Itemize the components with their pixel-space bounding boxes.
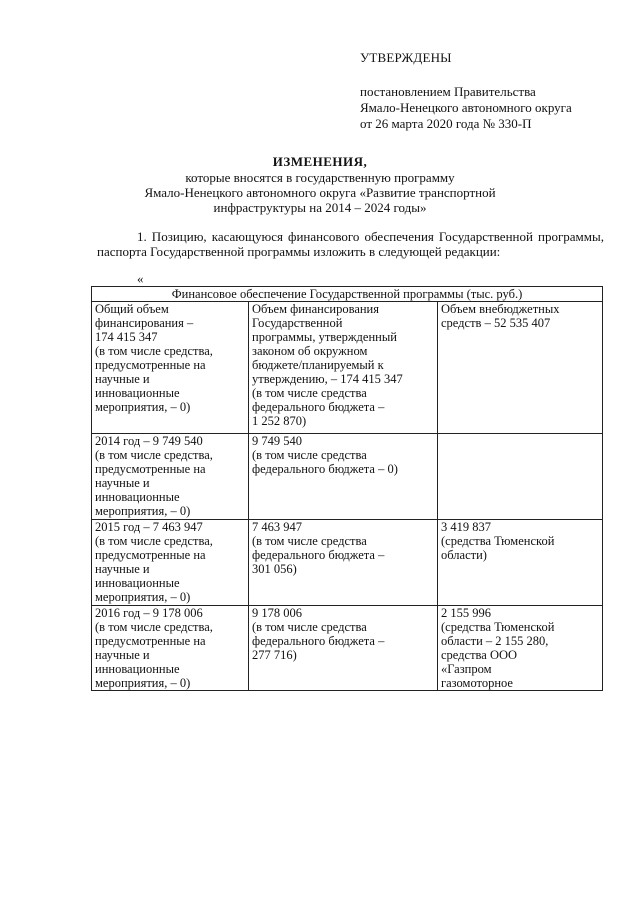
cell-text-line: (в том числе средства, — [95, 448, 213, 462]
extrabudgetary-funding-cell — [438, 302, 603, 434]
cell-text-line: Объем внебюджетных — [441, 302, 560, 316]
document-heading — [0, 154, 640, 215]
cell-text-line: 7 463 947 — [252, 520, 302, 534]
cell-text-line: (средства Тюменской — [441, 620, 555, 634]
cell-text-line: (в том числе средства — [252, 534, 367, 548]
cell-text-line: (средства Тюменской — [441, 534, 555, 548]
cell-text-line: предусмотренные на — [95, 634, 206, 648]
cell-text-line: (в том числе средства, — [95, 534, 213, 548]
cell-text-line: 2014 год – 9 749 540 — [95, 434, 203, 448]
cell-text-line: 1 252 870) — [252, 414, 307, 428]
extrabudgetary-funding-cell — [438, 606, 603, 691]
table-row-2014 — [92, 434, 603, 520]
cell-text-line: федерального бюджета – 0) — [252, 462, 398, 476]
cell-text-line: научные и — [95, 562, 150, 576]
cell-text-line: 2016 год – 9 178 006 — [95, 606, 203, 620]
cell-text-line: программы, утвержденный — [252, 330, 397, 344]
cell-text-line: мероприятия, – 0) — [95, 676, 191, 690]
cell-text-line: научные и — [95, 476, 150, 490]
cell-text-line: утверждению, – 174 415 347 — [252, 372, 403, 386]
approval-line: от 26 марта 2020 года № 330-П — [360, 116, 532, 131]
table-row-totals — [92, 302, 603, 434]
cell-text-line: инновационные — [95, 662, 180, 676]
cell-text-line: федерального бюджета – — [252, 548, 385, 562]
cell-text-line: области – 2 155 280, — [441, 634, 549, 648]
cell-text-line: бюджете/планируемый к — [252, 358, 384, 372]
cell-text-line: Государственной — [252, 316, 343, 330]
extrabudgetary-funding-cell — [438, 434, 603, 520]
cell-text-line: инновационные — [95, 576, 180, 590]
cell-text-line: предусмотренные на — [95, 548, 206, 562]
budget-funding-cell — [249, 520, 438, 606]
table-row-2015 — [92, 520, 603, 606]
cell-text-line: научные и — [95, 648, 150, 662]
table-row-2016 — [92, 606, 603, 691]
cell-text-line: предусмотренные на — [95, 462, 206, 476]
budget-funding-cell — [249, 302, 438, 434]
heading-line: которые вносятся в государственную программу — [185, 170, 455, 185]
cell-text-line: «Газпром — [441, 662, 492, 676]
cell-text-line: 301 056) — [252, 562, 297, 576]
cell-text-line: инновационные — [95, 386, 180, 400]
cell-text-line: 9 749 540 — [252, 434, 302, 448]
total-funding-cell — [92, 606, 249, 691]
cell-text-line: газомоторное — [441, 676, 513, 690]
cell-text-line: научные и — [95, 372, 150, 386]
cell-text-line: (в том числе средства, — [95, 620, 213, 634]
extrabudgetary-funding-cell — [438, 520, 603, 606]
cell-text-line: (в том числе средства — [252, 620, 367, 634]
opening-quote-mark: « — [137, 271, 144, 286]
total-funding-cell — [92, 302, 249, 434]
cell-text-line: мероприятия, – 0) — [95, 504, 191, 518]
table-caption: Финансовое обеспечение Государственной программы (тыс. руб.) — [92, 287, 603, 302]
cell-text-line: (в том числе средства — [252, 448, 367, 462]
heading-line: Ямало-Ненецкого автономного округа «Развитие транспортной — [144, 185, 496, 200]
approval-line: Ямало-Ненецкого автономного округа — [360, 100, 572, 115]
total-funding-cell — [92, 434, 249, 520]
cell-text-line: законом об окружном — [252, 344, 368, 358]
cell-text-line: финансирования – — [95, 316, 194, 330]
approval-line: постановлением Правительства — [360, 84, 536, 99]
cell-text-line: Общий объем — [95, 302, 169, 316]
cell-text-line: федерального бюджета – — [252, 634, 385, 648]
cell-text-line: федерального бюджета – — [252, 400, 385, 414]
cell-text-line: области) — [441, 548, 487, 562]
cell-text-line: 277 716) — [252, 648, 297, 662]
funding-table — [91, 286, 603, 691]
cell-text-line: инновационные — [95, 490, 180, 504]
cell-text-line: (в том числе средства, — [95, 344, 213, 358]
approved-word: УТВЕРЖДЕНЫ — [360, 50, 452, 65]
total-funding-cell — [92, 520, 249, 606]
budget-funding-cell — [249, 606, 438, 691]
cell-text-line: Объем финансирования — [252, 302, 379, 316]
approval-block — [360, 50, 630, 132]
heading-line: инфраструктуры на 2014 – 2024 годы» — [213, 200, 427, 215]
cell-text-line: 2015 год – 7 463 947 — [95, 520, 203, 534]
heading-title: ИЗМЕНЕНИЯ, — [272, 154, 368, 169]
cell-text-line: средства ООО — [441, 648, 518, 662]
cell-text-line: 9 178 006 — [252, 606, 302, 620]
budget-funding-cell — [249, 434, 438, 520]
cell-text-line: (в том числе средства — [252, 386, 367, 400]
cell-text-line: мероприятия, – 0) — [95, 400, 191, 414]
cell-text-line: 2 155 996 — [441, 606, 491, 620]
cell-text-line: мероприятия, – 0) — [95, 590, 191, 604]
cell-text-line: 174 415 347 — [95, 330, 158, 344]
cell-text-line: предусмотренные на — [95, 358, 206, 372]
cell-text-line: средств – 52 535 407 — [441, 316, 551, 330]
intro-paragraph: 1. Позицию, касающуюся финансового обеспечения Государственной программы, паспорта Государственной программы изложить в следующей редакции: — [97, 229, 604, 259]
cell-text-line: 3 419 837 — [441, 520, 491, 534]
